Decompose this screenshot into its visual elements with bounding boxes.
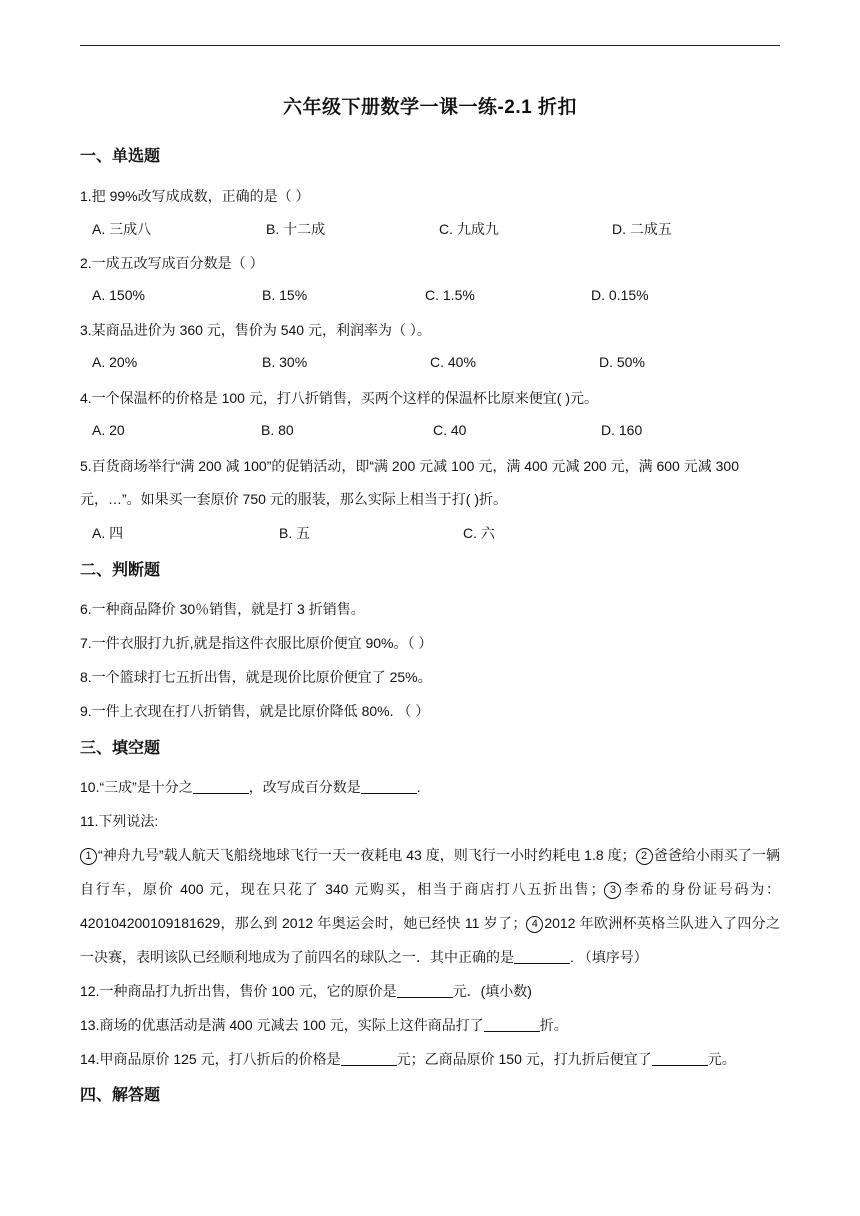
question-6: 6.一种商品降价 30％销售，就是打 3 折销售。	[80, 601, 365, 617]
circled-number: 2	[636, 848, 653, 865]
option-a[interactable]: A. 四	[92, 525, 124, 541]
question-8: 8.一个篮球打七五折出售，就是现价比原价便宜了 25%。	[80, 669, 432, 685]
question-14-text-b: 元；乙商品原价 150 元，打九折后便宜了	[396, 1051, 652, 1067]
option-b[interactable]: B. 30%	[262, 354, 308, 370]
question-9: 9.一件上衣现在打八折销售，就是比原价降低 80%. （ ）	[80, 703, 430, 719]
answer-blank[interactable]	[514, 949, 570, 964]
question-10-text-a: 10.“三成”是十分之	[80, 779, 193, 795]
header-rule	[80, 45, 780, 46]
question-2-options	[92, 287, 782, 307]
option-b[interactable]: B. 五	[279, 525, 311, 541]
question-13	[80, 1015, 780, 1035]
statement-2: 爸爸给小雨买了一辆自行车，原价 400 元，现在只花了 340 元购买，相当于商店打八五折出售；	[80, 847, 780, 897]
option-c[interactable]: C. 40	[433, 422, 467, 438]
section-heading-judgement: 二、判断题	[80, 562, 161, 579]
question-1: 1.把 99%改写成成数，正确的是（ ）	[80, 188, 310, 204]
option-c[interactable]: C. 六	[463, 525, 495, 541]
option-d[interactable]: D. 二成五	[612, 221, 672, 237]
answer-blank[interactable]	[484, 1017, 540, 1032]
answer-blank[interactable]	[341, 1051, 397, 1066]
option-d[interactable]: D. 0.15%	[591, 287, 649, 303]
circled-number: 4	[526, 916, 543, 933]
question-3-options	[92, 354, 782, 374]
statement-4: 2012 年欧洲杯英格兰队进入了四分之一决赛，表明该队已经顺利地成为了前四名的球队之一．其中正确的是	[80, 915, 780, 965]
question-5-line-1: 5.百货商场举行“满 200 减 100”的促销活动，即“满 200 元减 100 元，满 400 元减 200 元，满 600 元减 300	[80, 458, 739, 474]
option-d[interactable]: D. 160	[601, 422, 643, 438]
section-heading-single-choice: 一、单选题	[80, 148, 161, 165]
question-10	[80, 777, 780, 797]
question-14	[80, 1049, 780, 1069]
question-10-text-c: .	[416, 779, 421, 795]
statement-3: 李希的身份证号码为：420104200109181629，那么到 2012 年奥运会时，她已经快 11 岁了；	[80, 881, 781, 931]
answer-blank[interactable]	[397, 983, 453, 998]
question-14-text-a: 14.甲商品原价 125 元，打八折后的价格是	[80, 1051, 341, 1067]
option-c[interactable]: C. 40%	[430, 354, 476, 370]
question-12	[80, 981, 780, 1001]
question-4: 4.一个保温杯的价格是 100 元，打八折销售，买两个这样的保温杯比原来便宜( )元。	[80, 390, 599, 406]
page-title: 六年级下册数学一课一练-2.1 折扣	[282, 97, 578, 118]
option-d[interactable]: D. 50%	[599, 354, 645, 370]
circled-number: 3	[604, 882, 621, 899]
answer-blank[interactable]	[361, 779, 417, 794]
option-a[interactable]: A. 20	[92, 422, 125, 438]
section-heading-fill-in: 三、填空题	[80, 740, 161, 757]
question-5-line-2: 元，…”。如果买一套原价 750 元的服装，那么实际上相当于打( )折。	[80, 491, 508, 507]
option-a[interactable]: A. 150%	[92, 287, 145, 303]
question-11-heading: 11.下列说法:	[80, 813, 159, 829]
question-14-text-c: 元。	[707, 1051, 736, 1067]
question-5-options	[92, 523, 782, 543]
question-3: 3.某商品进价为 360 元，售价为 540 元，利润率为（ ）。	[80, 322, 431, 338]
question-12-text-b: 元．(填小数)	[452, 983, 532, 999]
answer-blank[interactable]	[652, 1051, 708, 1066]
circled-number: 1	[80, 848, 97, 865]
option-b[interactable]: B. 15%	[262, 287, 308, 303]
question-4-options	[92, 422, 782, 442]
option-a[interactable]: A. 20%	[92, 354, 138, 370]
question-10-text-b: ，改写成百分数是	[248, 779, 361, 795]
statement-1: “神舟九号”载人航天飞船绕地球飞行一天一夜耗电 43 度，则飞行一小时约耗电 1.8 度；	[98, 847, 636, 863]
section-heading-solution: 四、解答题	[80, 1087, 161, 1104]
option-c[interactable]: C. 1.5%	[425, 287, 475, 303]
question-7: 7.一件衣服打九折,就是指这件衣服比原价便宜 90%。（ ）	[80, 635, 433, 651]
answer-blank[interactable]	[193, 779, 249, 794]
question-13-text-b: 折。	[539, 1017, 568, 1033]
question-12-text-a: 12.一种商品打九折出售，售价 100 元，它的原价是	[80, 983, 397, 999]
question-2: 2.一成五改写成百分数是（ ）	[80, 255, 264, 271]
option-a[interactable]: A. 三成八	[92, 221, 152, 237]
question-13-text-a: 13.商场的优惠活动是满 400 元减去 100 元，实际上这件商品打了	[80, 1017, 484, 1033]
question-11-body	[80, 838, 780, 974]
option-c[interactable]: C. 九成九	[439, 221, 499, 237]
question-11-tail: . （填序号）	[570, 949, 648, 965]
question-1-options	[92, 219, 782, 239]
option-b[interactable]: B. 十二成	[266, 221, 326, 237]
option-b[interactable]: B. 80	[261, 422, 294, 438]
